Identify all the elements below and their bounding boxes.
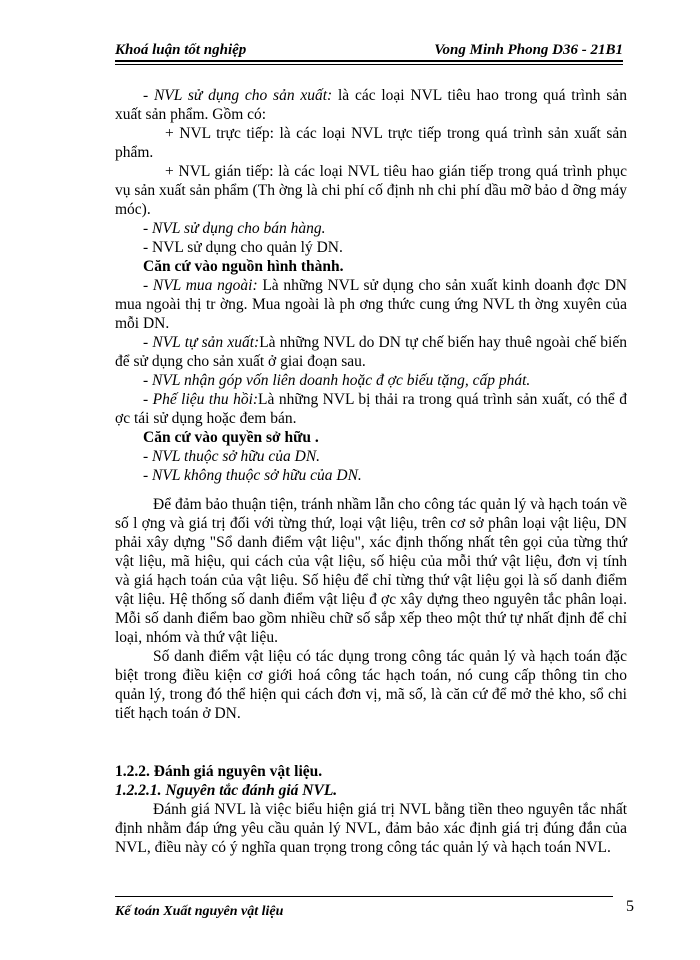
section-gap xyxy=(115,723,627,762)
header-left: Khoá luận tốt nghiệp xyxy=(115,42,247,58)
paragraph xyxy=(115,447,627,466)
paragraph xyxy=(115,485,627,495)
text-run: Là những NVL sử dụng cho sản xuất kinh doanh đợc DN mua ngoài thị tr ờng. Mua ngoài là ph ơng thức cung ứng NVL th ờng xuyên của mỗi DN. xyxy=(115,277,627,332)
text-run: là các loại NVL tiêu hao trong quá trình sản xuất sản phẩm. Gồm có: xyxy=(115,87,627,123)
text-run: - NVL không thuộc sở hữu của DN. xyxy=(143,467,362,484)
text-run: NVL tự sản xuất: xyxy=(152,334,260,351)
paragraph xyxy=(115,647,627,723)
paragraph xyxy=(115,86,627,124)
text-run: + NVL gián tiếp: là các loại NVL tiêu hao gián tiếp trong quá trình phục vụ sản xuất sản phẩm (Th ờng là chi phí cố định nh chi phí dầu mỡ bảo d ỡng máy móc). xyxy=(115,163,627,218)
text-run: Căn cứ vào nguồn hình thành. xyxy=(143,258,344,275)
text-run: Phế liệu thu hồi: xyxy=(152,391,259,408)
text-run: - NVL sử dụng cho quản lý DN. xyxy=(143,239,343,256)
text-run: Là những NVL bị thải ra trong quá trình sản xuất, có thể đ ợc tái sử dụng hoặc đem bán. xyxy=(115,391,628,427)
section-subheading: 1.2.2.1. Nguyên tắc đánh giá NVL. xyxy=(115,782,338,799)
document-body xyxy=(115,86,627,857)
text-run: NVL sử dụng cho sản xuất: xyxy=(153,87,333,104)
paragraph xyxy=(115,238,627,257)
text-run: - NVL nhận góp vốn liên doanh hoặc đ ợc biếu tặng, cấp phát. xyxy=(143,372,531,389)
text-run: - xyxy=(143,87,154,104)
text-run: Số danh điểm vật liệu có tác dụng trong công tác quản lý và hạch toán đặc biệt trong điều kiện cơ giới hoá công tác hạch toán, nó cung cấp thông tin cho quản lý, trong đó thể hiện qui cách đơn vị, mã số, là căn cứ để mở thẻ kho, sổ chi tiết hạch toán ở DN. xyxy=(115,648,627,722)
text-run: - xyxy=(143,334,153,351)
paragraph xyxy=(115,333,627,371)
paragraph xyxy=(115,390,627,428)
text-run: - NVL sử dụng cho bán hàng. xyxy=(143,220,326,237)
page-header xyxy=(115,40,623,66)
text-run: Để đảm bảo thuận tiện, tránh nhầm lẫn cho công tác quản lý và hạch toán về số l ợng và giá trị đối với từng thứ, loại vật liệu, trên cơ sở phân loại vật liệu, DN phải xây dựng "Sổ danh điểm vật liệu", xác định thống nhất tên gọi của từng thứ vật liệu, mã hiệu, qui cách của vật liệu, số hiệu của mỗi thứ vật liệu, đơn vị tính và giá hạch toán của vật liệu. Số hiệu để chỉ từng thứ vật liệu gọi là số danh điểm vật liệu. Hệ thống số danh điểm vật liệu đ ợc xây dựng theo nguyên tắc phân loại. Mỗi số danh điểm bao gồm nhiều chữ số sắp xếp theo một thứ tự nhất định để chỉ loại, nhóm và thứ vật liệu. xyxy=(115,496,627,646)
header-rule xyxy=(115,60,623,62)
paragraph xyxy=(115,428,627,447)
text-run: + NVL trực tiếp: là các loại NVL trực tiếp trong quá trình sản xuất sản phẩm. xyxy=(115,125,627,161)
section-heading: 1.2.2. Đánh giá nguyên vật liệu. xyxy=(115,763,323,780)
text-run: - xyxy=(143,277,153,294)
paragraph xyxy=(115,162,627,219)
header-rule-thin xyxy=(115,64,623,65)
section-body: Đánh giá NVL là việc biểu hiện giá trị NVL bằng tiền theo nguyên tắc nhất định nhằm đáp ứng yêu cầu quản lý NVL, đảm bảo xác định giá trị đúng đắn của NVL, điều này có ý nghĩa quan trọng trong công tác quản lý và hạch toán NVL. xyxy=(115,801,627,856)
paragraph xyxy=(115,276,627,333)
paragraph xyxy=(115,371,627,390)
footer-left: Kế toán Xuất nguyên vật liệu xyxy=(115,904,284,919)
page-number: 5 xyxy=(626,898,634,915)
footer-rule xyxy=(115,896,613,897)
text-run: Là những NVL do DN tự chế biến hay thuê ngoài chế biến để sử dụng cho sản xuất ở giai đoạn sau. xyxy=(115,334,627,370)
text-run: NVL mua ngoài: xyxy=(152,277,258,294)
paragraph xyxy=(115,466,627,485)
paragraph-list xyxy=(115,86,627,723)
text-run: Căn cứ vào quyền sở hữu . xyxy=(143,429,319,446)
paragraph xyxy=(115,219,627,238)
text-run: - xyxy=(143,391,153,408)
text-run: - NVL thuộc sở hữu của DN. xyxy=(143,448,321,465)
paragraph xyxy=(115,257,627,276)
header-right: Vong Minh Phong D36 - 21B1 xyxy=(434,42,623,58)
paragraph xyxy=(115,495,627,647)
paragraph xyxy=(115,124,627,162)
